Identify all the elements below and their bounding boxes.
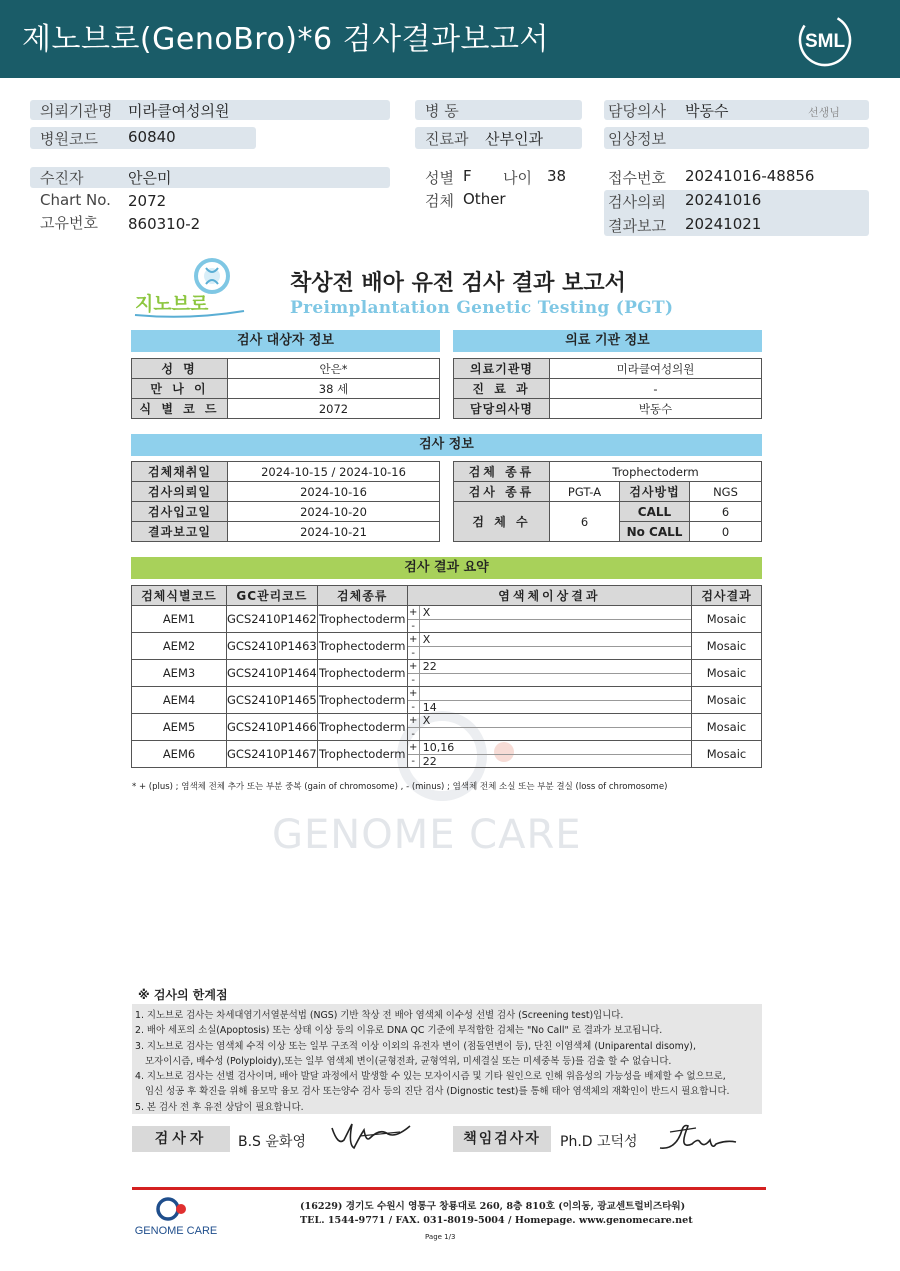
sample-id: AEM4: [132, 687, 227, 714]
genobro-logo-text: 지노브로: [135, 293, 209, 315]
limitation-line: 5. 본 검사 전 후 유전 상담이 필요합니다.: [135, 1101, 304, 1113]
examiner-signature-icon: [330, 1118, 414, 1154]
footer-divider: [132, 1187, 766, 1190]
abnormality-cell: [407, 687, 691, 714]
specimen-type: Trophectoderm: [317, 741, 407, 768]
limitation-line: 2. 배아 세포의 소실(Apoptosis) 또는 상태 이상 등의 이유로 DNA QC 기준에 부적합한 검체는 "No Call" 로 결과가 보고됩니다.: [135, 1025, 663, 1037]
sample-id: AEM6: [132, 741, 227, 768]
gain-value: X: [422, 633, 431, 646]
request-value: 20241016: [685, 191, 762, 209]
test-info-heading: 검사 정보: [131, 434, 762, 456]
chart-no-value: 2072: [128, 192, 167, 210]
receipt-label: 접수번호: [608, 169, 666, 187]
subject-id-label: 식 별 코 드: [132, 399, 228, 419]
subject-name-label: 성 명: [132, 359, 228, 379]
plus-sign: +: [408, 714, 420, 727]
gain-value: 10,16: [422, 741, 455, 754]
request-date-value: 2024-10-16: [228, 482, 440, 502]
institution-label: 의뢰기관명: [40, 102, 113, 120]
chart-no-label: Chart No.: [40, 191, 111, 209]
limitations-heading: ※ 검사의 한계점: [138, 988, 228, 1002]
examiner-name: B.S 윤화영: [238, 1134, 306, 1150]
sample-id: AEM5: [132, 714, 227, 741]
limitations-box: [132, 1004, 762, 1114]
institution-value: 미라클여성의원: [128, 102, 230, 120]
subject-info-heading: 검사 대상자 정보: [131, 330, 440, 352]
dept-label: 진료과: [425, 130, 469, 148]
method-value: NGS: [690, 482, 762, 502]
loss-value: 22: [422, 755, 437, 768]
subject-id-value: 2072: [228, 399, 440, 419]
table-row: [132, 606, 762, 633]
inst-doctor-label: 담당의사명: [454, 399, 550, 419]
gc-code: GCS2410P1464: [227, 660, 318, 687]
genobro-logo-icon: [132, 256, 246, 318]
sample-id: AEM1: [132, 606, 227, 633]
call-value: 6: [690, 502, 762, 522]
report-subtitle: Preimplantation Genetic Testing (PGT): [290, 298, 674, 318]
responsible-name: Ph.D 고덕성: [560, 1134, 638, 1150]
responsible-label: 책임검사자: [453, 1126, 551, 1152]
collection-value: 2024-10-15 / 2024-10-16: [228, 462, 440, 482]
nocall-label: No CALL: [620, 522, 690, 542]
limitation-line: 1. 지노브로 검사는 차세대염기서열분석법 (NGS) 기반 착상 전 배아 염색체 이수성 선별 검사 (Screening test)입니다.: [135, 1010, 624, 1021]
report-label: 결과보고: [608, 217, 666, 235]
sml-logo-text: SML: [804, 31, 846, 52]
loss-value: 14: [422, 701, 437, 714]
table-row: [132, 660, 762, 687]
subject-age-value: 38 세: [228, 379, 440, 399]
col-gc-code: GC관리코드: [227, 586, 318, 606]
col-abnormality: 염색체이상결과: [407, 586, 691, 606]
abnormality-cell: [407, 714, 691, 741]
report-date-label: 결과보고일: [132, 522, 228, 542]
doctor-label: 담당의사: [608, 102, 666, 120]
footer-address-block: [300, 1200, 693, 1228]
count-value: 6: [550, 502, 620, 542]
specimen-type-label: 검체 종류: [454, 462, 550, 482]
watermark-text: GENOME CARE: [272, 812, 582, 858]
call-label: CALL: [620, 502, 690, 522]
gc-code: GCS2410P1463: [227, 633, 318, 660]
specimen-type: Trophectoderm: [317, 714, 407, 741]
doctor-value: 박동수: [685, 102, 729, 120]
abnormality-cell: [407, 660, 691, 687]
institution-info-heading: 의료 기관 정보: [453, 330, 762, 352]
gain-value: X: [422, 606, 431, 619]
sex-value: F: [463, 167, 472, 185]
loss-value: [420, 728, 423, 740]
responsible-signature-icon: [656, 1120, 740, 1156]
subject-name-value: 안은*: [228, 359, 440, 379]
minus-sign: -: [408, 620, 420, 632]
genome-care-logo-icon: [128, 1196, 224, 1240]
test-dates-table: [131, 461, 440, 542]
minus-sign: -: [408, 701, 420, 713]
report-date-value: 2024-10-21: [228, 522, 440, 542]
minus-sign: -: [408, 647, 420, 659]
inst-name-value: 미라클여성의원: [550, 359, 762, 379]
specimen-value: Other: [463, 190, 506, 208]
inst-doctor-value: 박동수: [550, 399, 762, 419]
hospital-code-value: 60840: [128, 128, 176, 146]
count-label: 검 체 수: [454, 502, 550, 542]
col-sample-id: 검체식별코드: [132, 586, 227, 606]
plus-sign: +: [408, 606, 420, 619]
loss-value: [420, 620, 423, 632]
plus-sign: +: [408, 687, 420, 700]
specimen-type: Trophectoderm: [317, 660, 407, 687]
abnormality-cell: [407, 633, 691, 660]
limitation-line: 3. 지노브로 검사는 염색체 수적 이상 또는 일부 구조적 이상 이외의 유전자 변이 (점돌연변이 등), 단친 이염색체 (Uniparental disomy),: [135, 1040, 696, 1052]
subject-age-label: 만 나 이: [132, 379, 228, 399]
limitation-line: 모자이시즘, 배수성 (Polyploidy),또는 일부 염색체 변이(균형전좌, 균형역위, 미세결실 또는 미세중복 등)를 검출 할 수 없습니다.: [145, 1055, 672, 1067]
gc-code: GCS2410P1467: [227, 741, 318, 768]
loss-value: [420, 647, 423, 659]
genome-care-logo-text: GENOME CARE: [134, 1225, 218, 1237]
minus-sign: -: [408, 674, 420, 686]
ward-label: 병 동: [425, 102, 459, 120]
table-row: [132, 714, 762, 741]
doctor-suffix: 선생님: [808, 106, 840, 119]
limitation-line: 4. 지노브로 검사는 선별 검사이며, 배아 발달 과정에서 발생할 수 있는 모자이시즘 및 기타 원인으로 인해 위음성의 가능성을 배제할 수 없으므로,: [135, 1071, 726, 1083]
abnormality-cell: [407, 741, 691, 768]
gc-code: GCS2410P1462: [227, 606, 318, 633]
specimen-type: Trophectoderm: [317, 606, 407, 633]
specimen-type: Trophectoderm: [317, 633, 407, 660]
gain-value: 22: [422, 660, 437, 673]
footer-address: (16229) 경기도 수원시 영통구 창룡대로 260, 8층 810호 (이의동, 광교센트럴비즈타워): [300, 1201, 686, 1212]
gc-code: GCS2410P1466: [227, 714, 318, 741]
table-row: [132, 741, 762, 768]
receipt-date-value: 2024-10-20: [228, 502, 440, 522]
table-row: [132, 633, 762, 660]
col-result: 검사결과: [692, 586, 762, 606]
plus-sign: +: [408, 633, 420, 646]
request-label: 검사의뢰: [608, 193, 666, 211]
results-heading: 검사 결과 요약: [131, 557, 762, 579]
loss-value: [420, 674, 423, 686]
specimen-type: Trophectoderm: [317, 687, 407, 714]
age-value: 38: [547, 167, 567, 185]
result: Mosaic: [692, 660, 762, 687]
test-type-label: 검사 종류: [454, 482, 550, 502]
unique-no-value: 860310-2: [128, 215, 201, 233]
nocall-value: 0: [690, 522, 762, 542]
sample-id: AEM3: [132, 660, 227, 687]
minus-sign: -: [408, 728, 420, 740]
sex-label: 성별: [425, 169, 454, 187]
examiner-label: 검사자: [132, 1126, 230, 1152]
request-date-label: 검사의뢰일: [132, 482, 228, 502]
method-label: 검사방법: [620, 482, 690, 502]
patient-value: 안은미: [128, 169, 172, 187]
patient-label: 수진자: [40, 169, 84, 187]
age-label: 나이: [503, 169, 532, 187]
result: Mosaic: [692, 606, 762, 633]
minus-sign: -: [408, 755, 420, 767]
results-body: [132, 606, 762, 768]
hospital-code-label: 병원코드: [40, 130, 98, 148]
sample-id: AEM2: [132, 633, 227, 660]
gain-value: [420, 687, 423, 700]
specimen-label: 검체: [425, 192, 454, 210]
col-specimen-type: 검체종류: [317, 586, 407, 606]
specimen-type-value: Trophectoderm: [550, 462, 762, 482]
results-table: [131, 585, 762, 768]
collection-label: 검체채취일: [132, 462, 228, 482]
results-footnote: * + (plus) ; 염색체 전체 추가 또는 부분 중복 (gain of chromosome) , - (minus) ; 염색체 전체 소실 또는 부분 결실 (loss of chromosome): [132, 782, 668, 792]
gain-value: X: [422, 714, 431, 727]
result: Mosaic: [692, 741, 762, 768]
page-number: Page 1/3: [425, 1233, 456, 1241]
abnormality-cell: [407, 606, 691, 633]
inst-dept-label: 진 료 과: [454, 379, 550, 399]
document-title: 제노브로(GenoBro)*6 검사결과보고서: [22, 22, 549, 57]
dept-value: 산부인과: [485, 130, 543, 148]
patient-info: [0, 0, 900, 240]
receipt-value: 20241016-48856: [685, 167, 815, 185]
institution-info-table: [453, 358, 762, 419]
plus-sign: +: [408, 741, 420, 754]
subject-info-table: [131, 358, 440, 419]
receipt-date-label: 검사입고일: [132, 502, 228, 522]
test-type-value: PGT-A: [550, 482, 620, 502]
result: Mosaic: [692, 714, 762, 741]
inst-dept-value: -: [550, 379, 762, 399]
plus-sign: +: [408, 660, 420, 673]
inst-name-label: 의료기관명: [454, 359, 550, 379]
report-title: 착상전 배아 유전 검사 결과 보고서: [290, 271, 626, 296]
table-row: [132, 687, 762, 714]
result: Mosaic: [692, 687, 762, 714]
test-specimen-table: [453, 461, 762, 542]
gc-code: GCS2410P1465: [227, 687, 318, 714]
result: Mosaic: [692, 633, 762, 660]
footer-contact: TEL. 1544-9771 / FAX. 031-8019-5004 / Homepage. www.genomecare.net: [300, 1215, 693, 1226]
limitation-line: 임신 성공 후 확진을 위해 융모막 융모 검사 또는양수 검사 등의 진단 검사 (Dignostic test)를 통해 태아 염색체의 재확인이 반드시 필요합니다.: [145, 1086, 730, 1098]
clinical-label: 임상정보: [608, 130, 666, 148]
unique-no-label: 고유번호: [40, 214, 98, 232]
report-value: 20241021: [685, 215, 762, 233]
